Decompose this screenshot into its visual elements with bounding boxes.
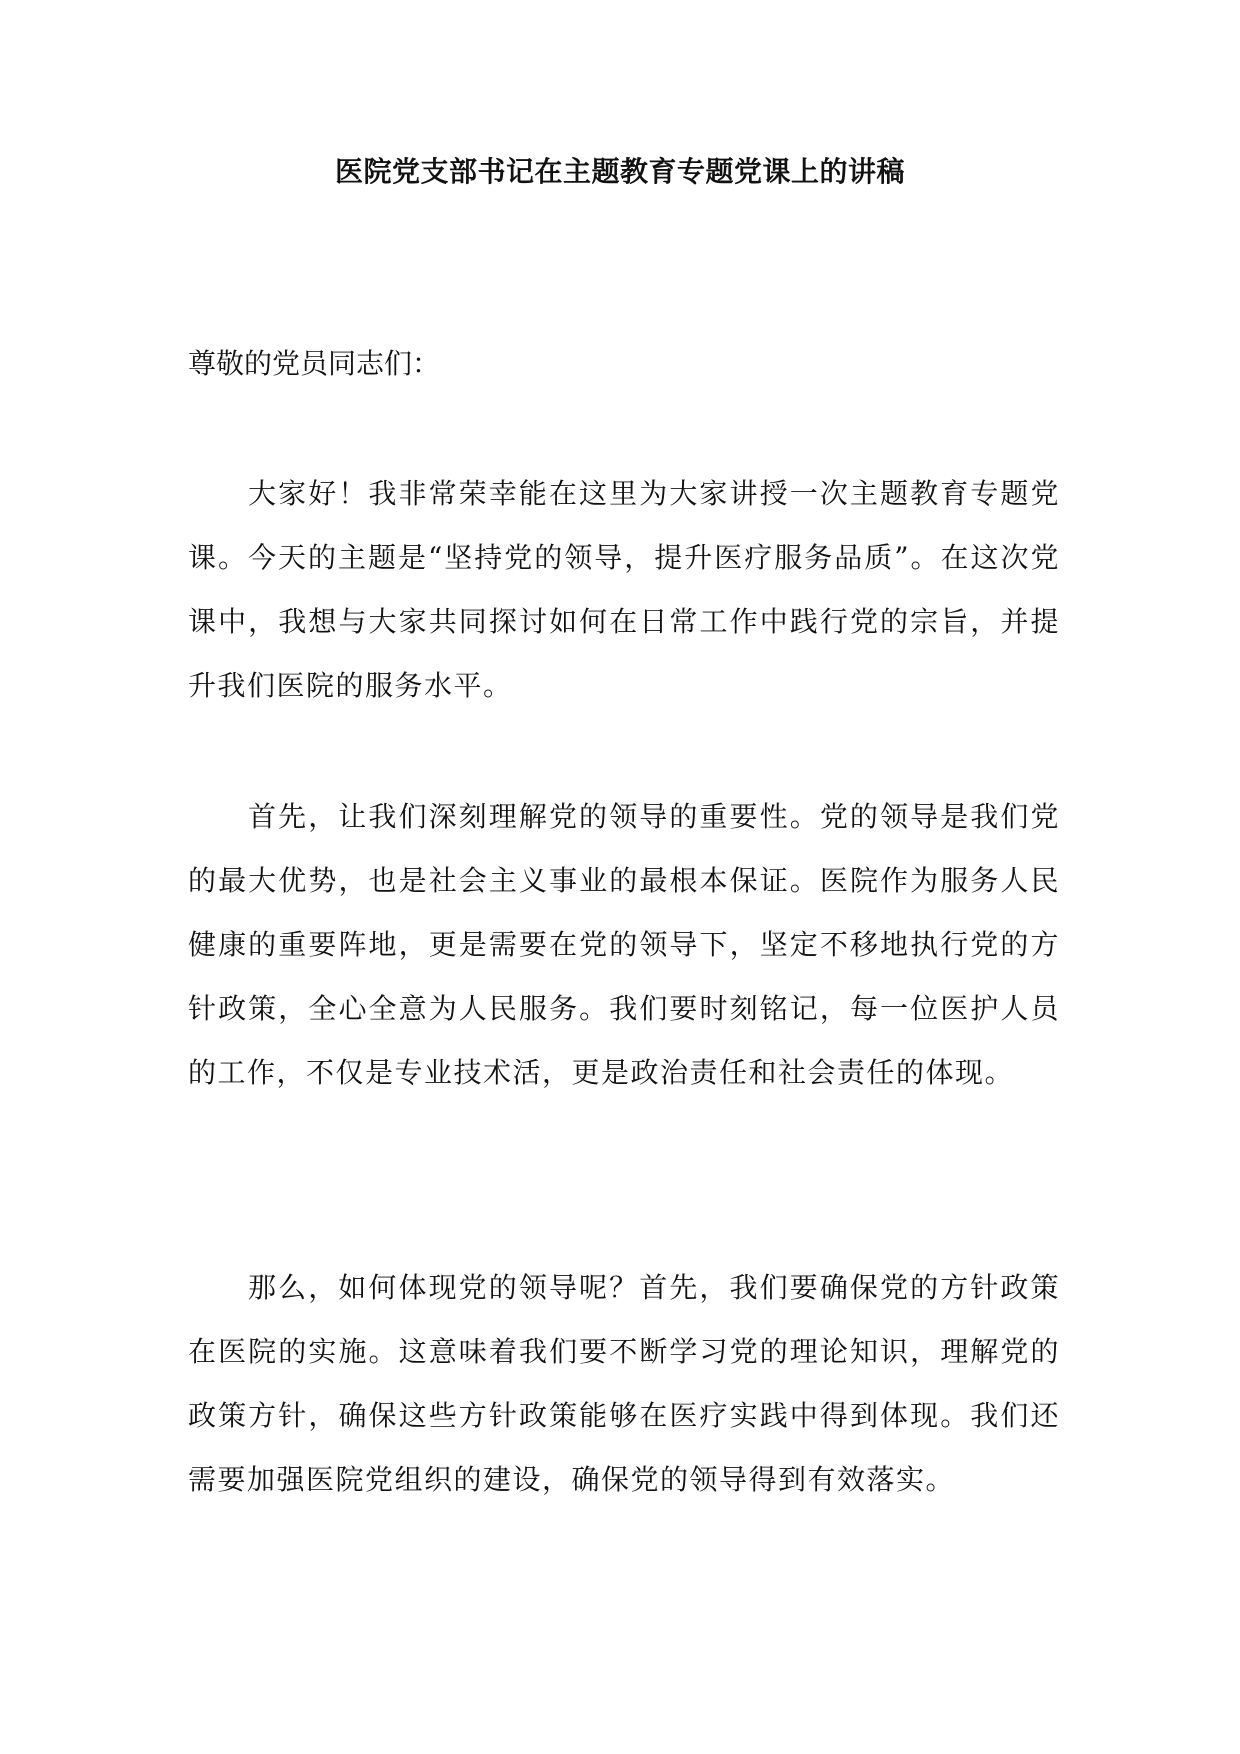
salutation: 尊敬的党员同志们： — [188, 347, 441, 380]
paragraph-1: 大家好！我非常荣幸能在这里为大家讲授一次主题教育专题党课。今天的主题是“坚持党的领导，提升医疗服务品质”。在这次党课中，我想与大家共同探讨如何在日常工作中践行党的宗旨，并提升我们医院的服务水平。 — [188, 477, 1060, 702]
paragraph-3: 那么，如何体现党的领导呢？首先，我们要确保党的方针政策在医院的实施。这意味着我们要不断学习党的理论知识，理解党的政策方针，确保这些方针政策能够在医疗实践中得到体现。我们还需要加强医院党组织的建设，确保党的领导得到有效落实。 — [188, 1271, 1060, 1496]
document-title: 医院党支部书记在主题教育专题党课上的讲稿 — [334, 155, 905, 188]
paragraph-2: 首先，让我们深刻理解党的领导的重要性。党的领导是我们党的最大优势，也是社会主义事业的最根本保证。医院作为服务人民健康的重要阵地，更是需要在党的领导下，坚定不移地执行党的方针政策，全心全意为人民服务。我们要时刻铭记，每一位医护人员的工作，不仅是专业技术活，更是政治责任和社会责任的体现。 — [188, 800, 1060, 1089]
